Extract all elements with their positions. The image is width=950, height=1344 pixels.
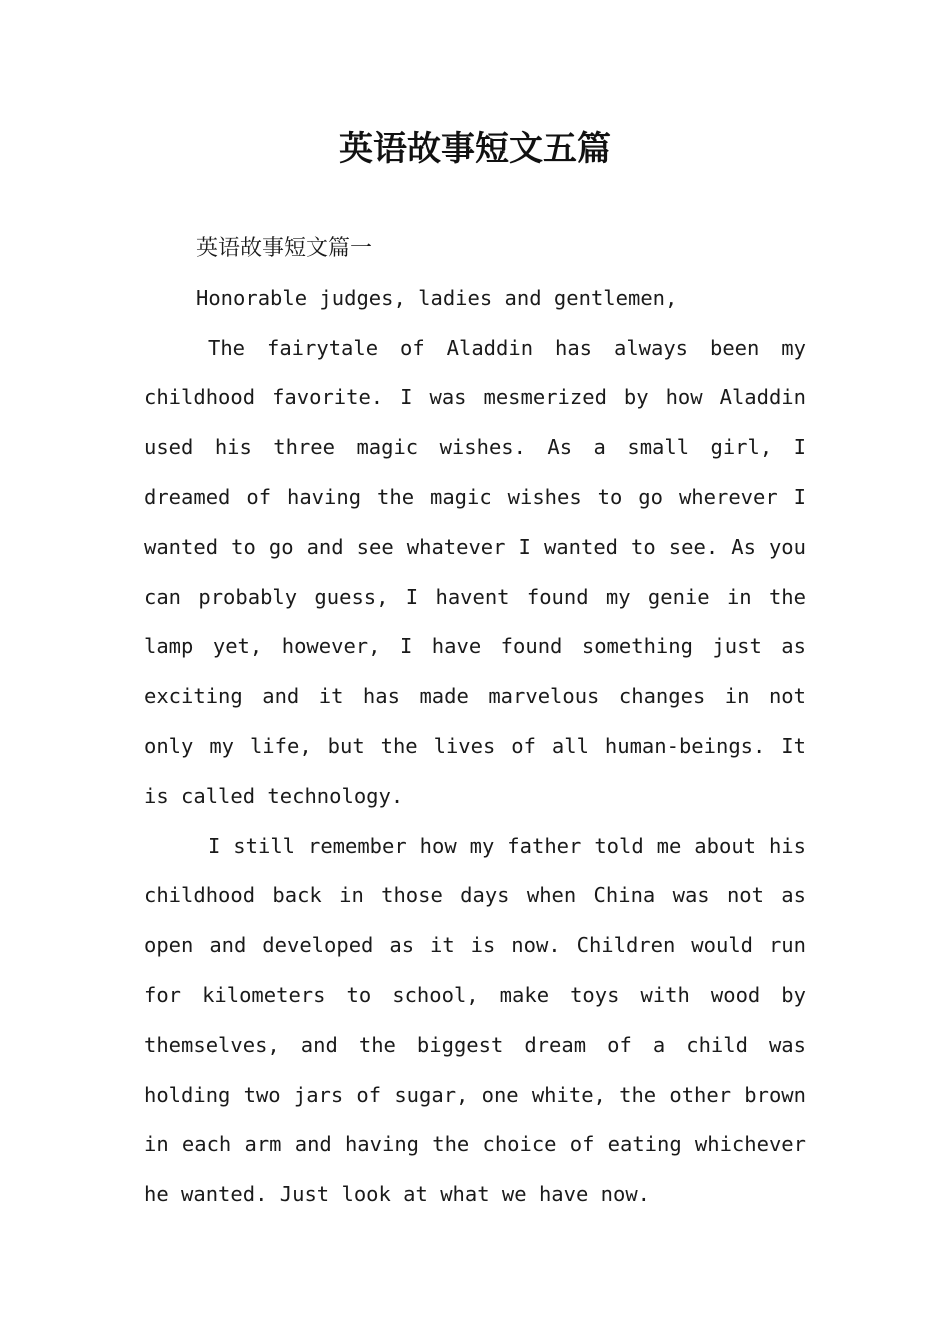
salutation: Honorable judges, ladies and gentlemen, bbox=[196, 285, 678, 310]
section-heading: 英语故事短文篇一 bbox=[196, 236, 373, 261]
document-body bbox=[144, 224, 806, 1220]
paragraph-1: The fairytale of Aladdin has always been my childhood favorite. I was mesmerized by how Aladdin used his three magic wishes. As a small girl, I dreamed of having the magic wishes to go wherever I wanted to go and see whatever I wanted to see. As you can probably guess, I havent found my genie in the lamp yet, however, I have found something just as exciting and it has made marvelous changes in not only my life, but the lives of all human-beings. It is called technology. bbox=[144, 335, 806, 808]
paragraph-2: I still remember how my father told me about his childhood back in those days when China was not as open and developed as it is now. Children would run for kilometers to school, make toys with wood by themselves, and the biggest dream of a child was holding two jars of sugar, one white, the other brown in each arm and having the choice of eating whichever he wanted. Just look at what we have now. bbox=[144, 833, 806, 1207]
document-title: 英语故事短文五篇 bbox=[339, 129, 611, 169]
